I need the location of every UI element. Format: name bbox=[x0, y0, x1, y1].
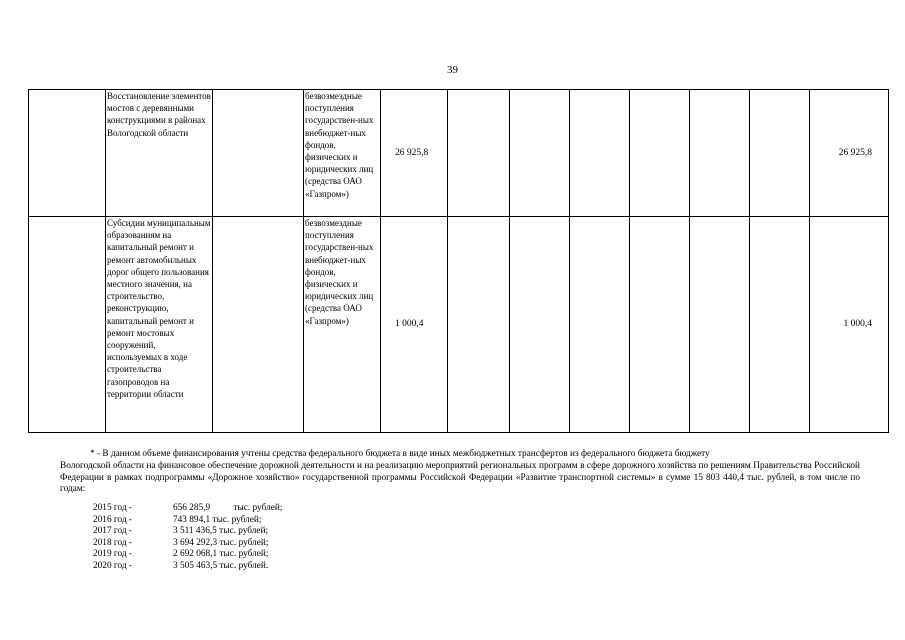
year-amount: 743 894,1 тыс. рублей; bbox=[173, 514, 262, 525]
funding-source-cell: безвозмездные поступления государствен-ных внебюджет-ных фондов, физических и юридических лиц (средства ОАО «Газпром») bbox=[304, 217, 381, 433]
table-cell-empty bbox=[213, 217, 304, 433]
list-item bbox=[93, 515, 282, 527]
table-cell-empty bbox=[750, 90, 810, 217]
list-item bbox=[93, 526, 282, 538]
budget-table bbox=[28, 89, 889, 433]
table-cell-empty bbox=[690, 217, 750, 433]
total-cell: 26 925,8 bbox=[810, 90, 889, 217]
measure-name-cell: Субсидии муниципальным образованиям на капитальный ремонт и ремонт автомобильных дорог общего пользования местного значения, на строительство, реконструкцию, капитальный ремонт и ремонт мостовых сооружений, используемых в ходе строительства газопроводов на территории области bbox=[106, 217, 213, 433]
table-cell-empty bbox=[29, 90, 106, 217]
yearly-breakdown-list bbox=[93, 503, 282, 572]
table-row bbox=[29, 217, 889, 433]
table-cell-empty bbox=[510, 90, 570, 217]
table-cell-empty bbox=[690, 90, 750, 217]
year-amount: 3 694 292,3 тыс. рублей; bbox=[173, 537, 269, 548]
year-label: 2017 год - bbox=[93, 526, 133, 536]
table-row bbox=[29, 90, 889, 217]
footnote-text: Вологодской области на финансовое обеспечение дорожной деятельности и на реализацию мероприятий региональных программ в сфере дорожного хозяйства по решениям Правительства Российской Федерации в рамках подпрограммы «Дорожное хозяйство» государственной программы Российской Федерации «Развитие транспортной системы» в сумме 15 803 440,4 тыс. рублей, в том числе по годам: bbox=[60, 461, 860, 495]
list-item bbox=[93, 538, 282, 550]
list-item bbox=[93, 561, 282, 573]
measure-name-cell: Восстановление элементов мостов с деревянными конструкциями в районах Вологодской области bbox=[106, 90, 213, 217]
table-cell-empty bbox=[630, 217, 690, 433]
table-cell-empty bbox=[510, 217, 570, 433]
table-cell-empty bbox=[448, 90, 510, 217]
year-amount: 3 511 436,5 тыс. рублей; bbox=[173, 526, 269, 536]
year-label: 2016 год - bbox=[93, 514, 133, 525]
year-label: 2019 год - bbox=[93, 549, 133, 559]
table-cell-empty bbox=[29, 217, 106, 433]
year-label: 2018 год - bbox=[93, 537, 133, 548]
funding-source-cell: безвозмездные поступления государствен-ных внебюджет-ных фондов, физических и юридических лиц (средства ОАО «Газпром») bbox=[304, 90, 381, 217]
amount-cell: 26 925,8 bbox=[381, 90, 448, 217]
total-cell: 1 000,4 bbox=[810, 217, 889, 433]
table-cell-empty bbox=[213, 90, 304, 217]
amount-cell: 1 000,4 bbox=[381, 217, 448, 433]
table-cell-empty bbox=[570, 90, 630, 217]
footnote-first-line: * - В данном объеме финансирования учтены средства федерального бюджета в виде иных межбюджетных трансфертов из федерального бюджета бюджету bbox=[90, 449, 710, 459]
year-amount: 2 692 068,1 тыс. рублей; bbox=[173, 549, 269, 559]
table-cell-empty bbox=[630, 90, 690, 217]
year-label: 2015 год - bbox=[93, 503, 133, 513]
table-cell-empty bbox=[448, 217, 510, 433]
list-item bbox=[93, 549, 282, 561]
table-cell-empty bbox=[570, 217, 630, 433]
year-label: 2020 год - bbox=[93, 560, 133, 571]
table-cell-empty bbox=[750, 217, 810, 433]
year-amount: 3 505 463,5 тыс. рублей. bbox=[173, 560, 269, 571]
list-item bbox=[93, 503, 282, 515]
year-amount: 656 285,9 тыс. рублей; bbox=[173, 503, 283, 513]
page-number: 39 bbox=[447, 64, 458, 76]
